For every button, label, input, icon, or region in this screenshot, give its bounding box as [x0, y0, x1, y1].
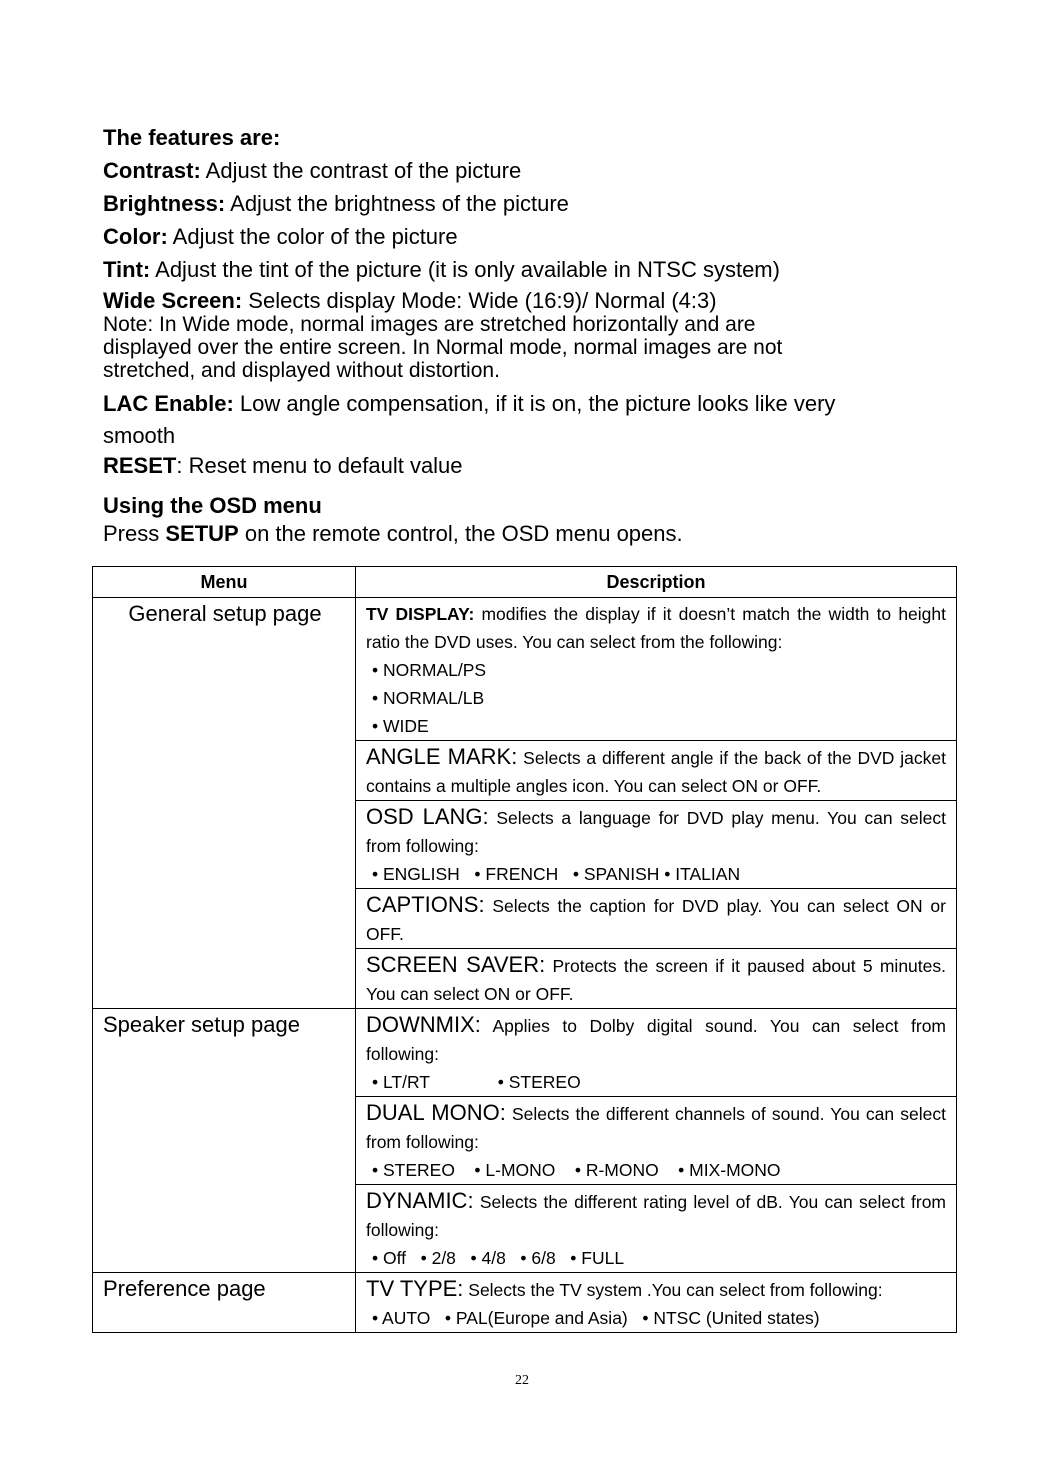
col-menu-header: Menu — [93, 567, 356, 598]
menu-speaker-setup: Speaker setup page — [93, 1009, 356, 1273]
feature-tint: Tint: Adjust the tint of the picture (it is only available in NTSC system) — [103, 257, 780, 282]
table-header — [93, 567, 957, 598]
feature-lac-cont: smooth — [103, 423, 176, 448]
feature-brightness: Brightness: Adjust the brightness of the picture — [103, 191, 569, 216]
page-number: 22 — [515, 1373, 529, 1388]
features-heading: The features are: — [103, 125, 281, 150]
osd-heading: Using the OSD menu — [103, 493, 322, 518]
table-row — [93, 598, 957, 741]
desc-osd-lang: OSD LANG: Selects a language for DVD play menu. You can select from following: • ENGLISH • FRENCH • SPANISH • ITALIAN — [356, 801, 957, 889]
osd-intro: Press SETUP on the remote control, the OSD menu opens. — [103, 521, 683, 546]
desc-downmix: DOWNMIX: Applies to Dolby digital sound. You can select from following: • LT/RT • STEREO — [356, 1009, 957, 1097]
desc-screen-saver: SCREEN SAVER: Protects the screen if it paused about 5 minutes. You can select ON or OFF. — [356, 949, 957, 1009]
desc-angle-mark: ANGLE MARK: Selects a different angle if the back of the DVD jacket contains a multiple angles icon. You can select ON or OFF. — [356, 741, 957, 801]
table-row — [93, 1009, 957, 1097]
menu-preference: Preference page — [93, 1273, 356, 1333]
desc-dual-mono: DUAL MONO: Selects the different channels of sound. You can select from following: • STEREO • L-MONO • R-MONO • MIX-MONO — [356, 1097, 957, 1185]
wide-screen-note: Note: In Wide mode, normal images are stretched horizontally and are displayed over the entire screen. In Normal mode, normal images are not stretched, and displayed without distortion. — [103, 313, 783, 382]
feature-contrast: Contrast: Adjust the contrast of the picture — [103, 158, 522, 183]
feature-color: Color: Adjust the color of the picture — [103, 224, 458, 249]
feature-wide-screen: Wide Screen: Selects display Mode: Wide (16:9)/ Normal (4:3) — [103, 288, 717, 313]
osd-menu-table — [92, 566, 957, 1333]
menu-general-setup: General setup page — [93, 598, 356, 1009]
desc-dynamic: DYNAMIC: Selects the different rating level of dB. You can select from following: • Off • 2/8 • 4/8 • 6/8 • FULL — [356, 1185, 957, 1273]
feature-lac-enable: LAC Enable: Low angle compensation, if it is on, the picture looks like very — [103, 391, 836, 416]
col-desc-header: Description — [356, 567, 957, 598]
desc-tv-type: TV TYPE: Selects the TV system .You can select from following: • AUTO • PAL(Europe and Asia) • NTSC (United states) — [356, 1273, 957, 1333]
desc-captions: CAPTIONS: Selects the caption for DVD play. You can select ON or OFF. — [356, 889, 957, 949]
feature-reset: RESET: Reset menu to default value — [103, 453, 463, 478]
desc-tv-display: TV DISPLAY: modifies the display if it doesn’t match the width to height ratio the DVD uses. You can select from the following: • NORMAL/PS • NORMAL/LB • WIDE — [356, 598, 957, 741]
page-content — [103, 124, 943, 548]
table-row — [93, 1273, 957, 1333]
